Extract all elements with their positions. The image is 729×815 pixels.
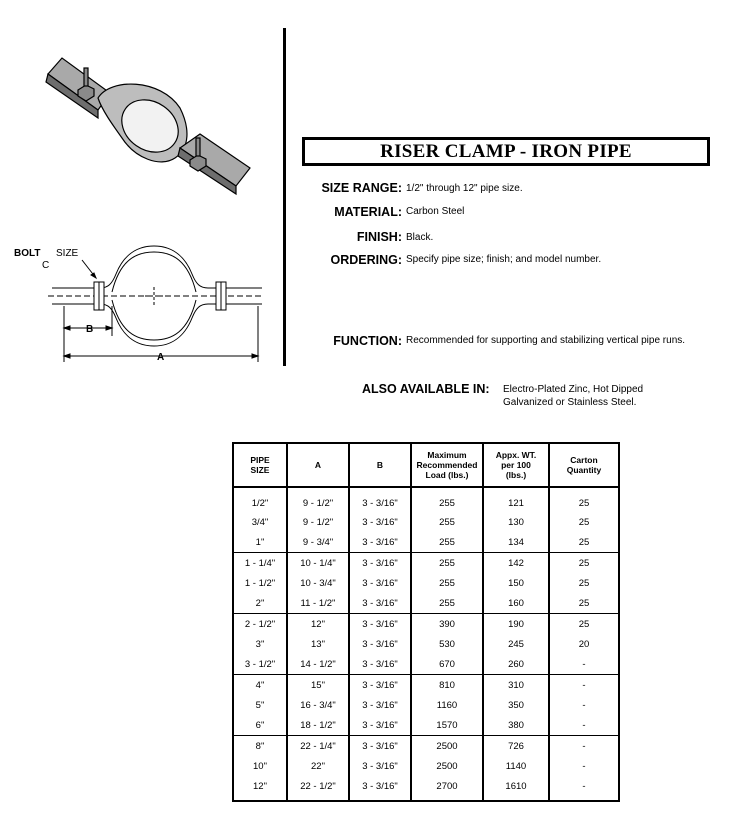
table-body bbox=[233, 487, 619, 801]
bolt-label: BOLT bbox=[14, 248, 41, 259]
cell-max-load: 390 bbox=[411, 614, 483, 635]
header-pipe-size bbox=[233, 443, 287, 487]
header-carton-quantity bbox=[549, 443, 619, 487]
cell-max-load: 1570 bbox=[411, 715, 483, 736]
cell-carton-qty: - bbox=[549, 695, 619, 715]
header-a bbox=[287, 443, 349, 487]
table-header-row bbox=[233, 443, 619, 487]
cell-max-load: 255 bbox=[411, 512, 483, 532]
cell-pipe-size: 3 - 1/2" bbox=[233, 654, 287, 675]
cell-max-load: 255 bbox=[411, 487, 483, 512]
cell-approx-weight: 310 bbox=[483, 675, 549, 696]
cell-dim-b: 3 - 3/16" bbox=[349, 614, 411, 635]
vertical-divider bbox=[283, 28, 286, 366]
cell-carton-qty: 25 bbox=[549, 553, 619, 574]
cell-approx-weight: 1140 bbox=[483, 756, 549, 776]
cell-carton-qty: - bbox=[549, 756, 619, 776]
cell-pipe-size: 8" bbox=[233, 736, 287, 757]
page-title: RISER CLAMP - IRON PIPE bbox=[380, 140, 632, 162]
cell-dim-b: 3 - 3/16" bbox=[349, 487, 411, 512]
cell-dim-a: 14 - 1/2" bbox=[287, 654, 349, 675]
cell-dim-b: 3 - 3/16" bbox=[349, 695, 411, 715]
cell-pipe-size: 3/4" bbox=[233, 512, 287, 532]
header-line: (lbs.) bbox=[505, 470, 527, 480]
spec-value-material: Carbon Steel bbox=[406, 206, 465, 217]
cell-approx-weight: 142 bbox=[483, 553, 549, 574]
cell-carton-qty: - bbox=[549, 654, 619, 675]
cell-max-load: 255 bbox=[411, 573, 483, 593]
cell-dim-a: 18 - 1/2" bbox=[287, 715, 349, 736]
cell-max-load: 2500 bbox=[411, 736, 483, 757]
table-row bbox=[233, 695, 619, 715]
header-line: Quantity bbox=[566, 465, 602, 475]
table-row bbox=[233, 512, 619, 532]
cell-pipe-size: 12" bbox=[233, 776, 287, 801]
cell-dim-b: 3 - 3/16" bbox=[349, 573, 411, 593]
cell-carton-qty: 20 bbox=[549, 634, 619, 654]
cell-max-load: 2500 bbox=[411, 756, 483, 776]
cell-approx-weight: 350 bbox=[483, 695, 549, 715]
cell-carton-qty: 25 bbox=[549, 573, 619, 593]
cell-approx-weight: 726 bbox=[483, 736, 549, 757]
cell-pipe-size: 5" bbox=[233, 695, 287, 715]
cell-dim-a: 22 - 1/4" bbox=[287, 736, 349, 757]
cell-approx-weight: 121 bbox=[483, 487, 549, 512]
cell-carton-qty: - bbox=[549, 736, 619, 757]
cell-pipe-size: 1" bbox=[233, 532, 287, 553]
cell-carton-qty: 25 bbox=[549, 532, 619, 553]
cell-dim-b: 3 - 3/16" bbox=[349, 532, 411, 553]
cell-pipe-size: 6" bbox=[233, 715, 287, 736]
cell-max-load: 530 bbox=[411, 634, 483, 654]
cell-approx-weight: 1610 bbox=[483, 776, 549, 801]
cell-max-load: 255 bbox=[411, 593, 483, 614]
table-row bbox=[233, 614, 619, 635]
size-label: SIZE bbox=[56, 248, 79, 259]
header-line: Load (lbs.) bbox=[425, 470, 469, 480]
table-row bbox=[233, 675, 619, 696]
spec-label-size-range: SIZE RANGE: bbox=[321, 181, 402, 195]
cell-approx-weight: 130 bbox=[483, 512, 549, 532]
clamp-dimension-drawing bbox=[12, 240, 280, 370]
cell-dim-b: 3 - 3/16" bbox=[349, 654, 411, 675]
header-line: Carton bbox=[570, 455, 598, 465]
cell-approx-weight: 190 bbox=[483, 614, 549, 635]
cell-dim-a: 9 - 1/2" bbox=[287, 487, 349, 512]
cell-dim-b: 3 - 3/16" bbox=[349, 756, 411, 776]
title-box bbox=[302, 137, 710, 166]
header-line: Recommended bbox=[416, 460, 478, 470]
table-row bbox=[233, 532, 619, 553]
spec-label-finish: FINISH: bbox=[356, 230, 402, 244]
spec-label-ordering: ORDERING: bbox=[330, 253, 402, 267]
spec-value-finish: Black. bbox=[406, 232, 434, 243]
cell-dim-a: 13" bbox=[287, 634, 349, 654]
cell-max-load: 670 bbox=[411, 654, 483, 675]
cell-max-load: 255 bbox=[411, 553, 483, 574]
cell-dim-b: 3 - 3/16" bbox=[349, 634, 411, 654]
table-row bbox=[233, 593, 619, 614]
spec-value-size-range: 1/2" through 12" pipe size. bbox=[406, 183, 523, 194]
cell-dim-b: 3 - 3/16" bbox=[349, 593, 411, 614]
cell-pipe-size: 2" bbox=[233, 593, 287, 614]
cell-carton-qty: 25 bbox=[549, 593, 619, 614]
cell-dim-a: 9 - 1/2" bbox=[287, 512, 349, 532]
cell-carton-qty: 25 bbox=[549, 512, 619, 532]
cell-max-load: 255 bbox=[411, 532, 483, 553]
cell-approx-weight: 150 bbox=[483, 573, 549, 593]
cell-approx-weight: 160 bbox=[483, 593, 549, 614]
riser-clamp-product-image bbox=[40, 38, 255, 208]
cell-dim-a: 22 - 1/2" bbox=[287, 776, 349, 801]
header-approx-weight bbox=[483, 443, 549, 487]
cell-dim-a: 16 - 3/4" bbox=[287, 695, 349, 715]
header-line: A bbox=[314, 460, 322, 470]
header-line: per 100 bbox=[501, 460, 531, 470]
cell-dim-a: 9 - 3/4" bbox=[287, 532, 349, 553]
spec-label-function: FUNCTION: bbox=[333, 334, 402, 348]
header-line: Maximum bbox=[427, 450, 467, 460]
cell-carton-qty: - bbox=[549, 776, 619, 801]
cell-dim-b: 3 - 3/16" bbox=[349, 553, 411, 574]
header-line: PIPE bbox=[250, 455, 270, 465]
cell-dim-b: 3 - 3/16" bbox=[349, 512, 411, 532]
cell-dim-a: 12" bbox=[287, 614, 349, 635]
cell-pipe-size: 10" bbox=[233, 756, 287, 776]
cell-approx-weight: 380 bbox=[483, 715, 549, 736]
cell-carton-qty: 25 bbox=[549, 487, 619, 512]
cell-dim-a: 10 - 1/4" bbox=[287, 553, 349, 574]
table-row bbox=[233, 736, 619, 757]
header-line: Appx. WT. bbox=[495, 450, 537, 460]
cell-dim-a: 15" bbox=[287, 675, 349, 696]
cell-carton-qty: - bbox=[549, 715, 619, 736]
cell-max-load: 1160 bbox=[411, 695, 483, 715]
cell-dim-b: 3 - 3/16" bbox=[349, 675, 411, 696]
cell-pipe-size: 4" bbox=[233, 675, 287, 696]
cell-carton-qty: - bbox=[549, 675, 619, 696]
header-line: SIZE bbox=[250, 465, 270, 475]
cell-approx-weight: 245 bbox=[483, 634, 549, 654]
spec-value-function: Recommended for supporting and stabilizing vertical pipe runs. bbox=[406, 335, 686, 346]
cell-pipe-size: 1 - 1/2" bbox=[233, 573, 287, 593]
also-available-line-2: Galvanized or Stainless Steel. bbox=[503, 397, 637, 408]
cell-dim-b: 3 - 3/16" bbox=[349, 776, 411, 801]
table-row bbox=[233, 634, 619, 654]
dimensions-table bbox=[232, 442, 620, 802]
cell-approx-weight: 134 bbox=[483, 532, 549, 553]
also-available-label: ALSO AVAILABLE IN: bbox=[362, 382, 490, 396]
also-available-text bbox=[503, 383, 673, 409]
table-row bbox=[233, 715, 619, 736]
cell-carton-qty: 25 bbox=[549, 614, 619, 635]
cell-pipe-size: 1 - 1/4" bbox=[233, 553, 287, 574]
table-row bbox=[233, 654, 619, 675]
cell-max-load: 810 bbox=[411, 675, 483, 696]
table-row bbox=[233, 776, 619, 801]
cell-approx-weight: 260 bbox=[483, 654, 549, 675]
header-b bbox=[349, 443, 411, 487]
table-row bbox=[233, 487, 619, 512]
dimension-a-label: A bbox=[157, 352, 165, 363]
c-label: C bbox=[42, 260, 50, 271]
spec-value-ordering: Specify pipe size; finish; and model number. bbox=[406, 254, 602, 265]
header-line: B bbox=[376, 460, 384, 470]
cell-pipe-size: 2 - 1/2" bbox=[233, 614, 287, 635]
table-row bbox=[233, 553, 619, 574]
dimension-b-label: B bbox=[86, 324, 94, 335]
cell-dim-b: 3 - 3/16" bbox=[349, 715, 411, 736]
cell-pipe-size: 3" bbox=[233, 634, 287, 654]
spec-label-material: MATERIAL: bbox=[334, 205, 402, 219]
header-max-load bbox=[411, 443, 483, 487]
cell-dim-b: 3 - 3/16" bbox=[349, 736, 411, 757]
also-available-line-1: Electro-Plated Zinc, Hot Dipped bbox=[503, 384, 644, 395]
cell-pipe-size: 1/2" bbox=[233, 487, 287, 512]
cell-dim-a: 11 - 1/2" bbox=[287, 593, 349, 614]
cell-max-load: 2700 bbox=[411, 776, 483, 801]
cell-dim-a: 10 - 3/4" bbox=[287, 573, 349, 593]
table-row bbox=[233, 756, 619, 776]
cell-dim-a: 22" bbox=[287, 756, 349, 776]
table-row bbox=[233, 573, 619, 593]
